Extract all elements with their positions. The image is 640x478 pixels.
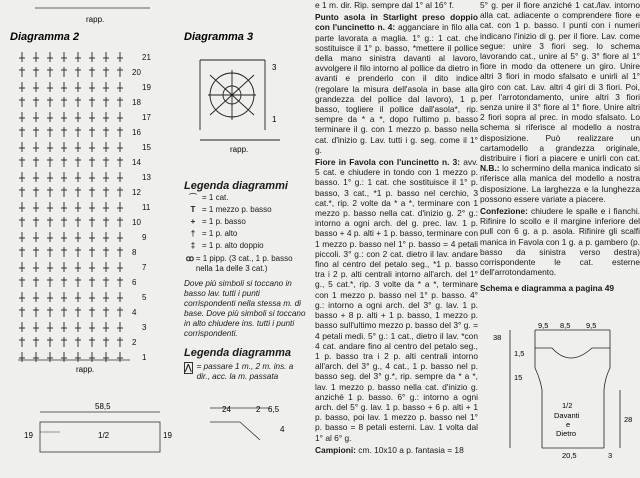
schema-reference: Schema e diagramma a pagina 49 [480,283,615,294]
svg-text:9,5: 9,5 [586,321,597,330]
legend-item: T = 1 mezzo p. basso [184,204,308,216]
svg-text:Dietro: Dietro [556,429,577,438]
d3-row-3: 3 [272,63,277,72]
row-number: 21 [142,53,151,62]
column-diagramma-2 [0,0,178,440]
svg-text:1,5: 1,5 [514,349,525,358]
row-number: 16 [132,128,141,137]
legend-note: Dove più simboli si toccano in basso lav. tutti i punti corrispondenti nella stessa m. di base. Dove più simboli si toccano in alto chiudere ins. tutti i punti corrispondenti. [184,279,306,338]
legend-item: † = 1 p. alto [184,228,308,240]
row-number: 10 [132,218,141,227]
row-number: 9 [142,233,147,242]
row-number: 3 [142,323,147,332]
diagram-2-chart [0,0,178,440]
d3-row-1: 1 [272,115,277,124]
row-number: 6 [132,278,137,287]
chain-icon: ⌒ [189,193,197,202]
svg-text:1/2: 1/2 [562,401,573,410]
row-number: 4 [132,308,137,317]
svg-text:8,5: 8,5 [560,321,571,330]
column-text-1 [315,0,479,455]
treble-crochet-icon: ‡ [190,241,196,250]
svg-text:Davanti: Davanti [554,411,580,420]
rapp-bottom-label: rapp. [76,365,95,374]
text-p1: e 1 m. dir. Rip. sempre dal 1° al 16° f. [315,0,454,10]
row-number: 1 [142,353,147,362]
svg-text:4: 4 [280,425,285,434]
legend2-item: ⋀ = passare 1 m., 2 m. ins. a dir., acc. la m. passata [185,362,294,381]
svg-text:2: 2 [256,405,261,414]
legend-item: ‡ = 1 p. alto doppio [184,240,308,252]
svg-text:24: 24 [222,405,231,414]
schema-front-back [480,318,640,478]
row-number: 12 [132,188,141,197]
svg-text:e: e [566,420,571,429]
picot-icon: ꝏ [185,254,194,263]
text-p2: Confezione: chiudere le spalle e i fianchi. Rifinire lo scollo e il margine inferiore del pull con 6 g. a p. asola. Rifinire gli scalfi manica in Favola con 1 g. a p. gambero (p. basso da sinistra verso destra) corrispondente le cat. esterne dell'arrotondamento. [480,206,640,278]
row-number: 5 [142,293,147,302]
diagram2-title: Diagramma 2 [10,31,80,43]
row-number: 8 [132,248,137,257]
row-number: 18 [132,98,141,107]
svg-text:3: 3 [608,451,613,460]
row-number: 13 [142,173,151,182]
schema-half: 1/2 [98,431,110,440]
row-number: 2 [132,338,137,347]
row-number: 17 [142,113,151,122]
legend2-title: Legenda diagramma [184,347,291,359]
text-p3: Fiore in Favola con l'uncinetto n. 3: avv. 5 cat. e chiudere in tondo con 1 mezzo p. basso. 1° g.: 1 cat. che sostituisce il 1° p. basso, 3 cat., *1 p. basso nel cerchio, 3 cat.*, rip. 2 volte da * a *, terminare con 1 mezzo p. basso nella cat. d'inizio g. 2° g.: intorno a ogni arch. del g. prec. lav. 1 p. basso + 4 p. alti + 1 p. basso, terminare con 1 mezzo p. basso nel 1° p. basso = 4 petali piccoli. 3° g.: con 2 cat. dietro il lav. andare fino al centro del petalo seg., *1 p. basso tra i 2 p. alti centrali intorno all'arch. del 1° g., 5 cat.*, rip. 3 volte da * a *, terminare con 1 mezzo p. basso nel 1° p. basso. 4° g.: intorno a ogni arch. del 3° g. lav. 1 p. basso + 8 p. alti + 1 p. basso, 1 mezzo p. basso sull'ultimo mezzo p. basso del 3° g. = 4 petali medi. 5° g.: 1 cat., dietro il lav. *con 4 cat. andare fino al centro del petalo seg., 1 p. basso tra i 2 p. alti centrali intorno all'arch. del 3° g., 4 cat., 1 p. basso nel p. basso seg. del 3° g.*, rip. sempre da * a *, lav. 1 mezzo p. basso nella cat. d'inizio g. anziché 1 p. basso. 6° g.: intorno a ogni arch. del 5° g. lav. 1 p. basso + 6 p. alti + 1 p. basso, poi lav. 1 mezzo p. basso nel 1° p. basso = 8 petali esterni. Lav. 1 volta dal 1° al 6° g. [315,157,478,443]
svg-text:15: 15 [514,373,523,382]
rapp-top-label: rapp. [86,15,105,24]
schema-sleeve [180,400,310,440]
text-p2: Punto asola in Starlight preso doppio con l'uncinetto n. 4: agganciare in filo alla parte lavorata a maglia. 1° g.: 1 cat. che sostituisce il 1° p. basso, *mettere il pollice della mano sinistra davanti al lavoro, avvolgere il filo intorno al pollice da dietro in avanti e prenderlo con il dito indice (regolare la misura dell'asola in base alla grandezza del pollice dal lavoro), 1 p. basso, togliere il pollice dall'asola*, rip. sempre da * a *, dopo l'ultimo p. basso terminare il g. con 1 mezzo p. basso nella cat. d'inizio g. Lav. tutti i g. seg. come il 1° g. [315,12,479,155]
row-number: 19 [142,83,151,92]
row-number: 11 [142,203,151,212]
single-crochet-icon: + [190,217,196,226]
text-p1: 5° g. per il fiore anziché 1 cat./lav. intorno alla cat. adiacente o comprendere fiore e cat. con 1 p. basso. I punti con i numeri indicano l'inizio di g. per il fiore. Lav. come segue: unire 3 fiori seg. lo schema lavorando cat., unire al 5° g. 3° fiore al 1° fiore in modo da ottenere un giro. Unire altri 3 fiori in modo sfalsato e unirli al 1° giro con cat. Lav. altri 4 giri di 3 fiori. Poi, per l'arrotondamento, unire altri 3 fiori senza unire il 3° fiore al 1° fiore. Unire altri 2 fiori sopra al prec. in modo sfalsato. Lo schema si riferisce al modello a nostra disposizione. Può realizzare un cartamodello a grandezza originale, distribuire i fiori a piacere e unirli con cat. N.B.: lo schermino della manica indicato si riferisce alla manica del modello a nostra disposizione. La larghezza e la lunghezza possono essere variate a piacere. [480,0,640,204]
column-diagramma-3 [180,0,310,440]
legend-item: ꝏ = 1 pipp. (3 cat., 1 p. basso nella 1a delle 3 cat.) [185,254,293,273]
schema-left: 19 [24,431,33,440]
diagram3-title: Diagramma 3 [184,31,254,43]
schema-width: 58,5 [95,402,111,411]
row-number: 7 [142,263,147,272]
decrease-icon: ⋀ [185,363,192,372]
d3-rapp: rapp. [230,145,249,154]
legend-title: Legenda diagrammi [184,180,288,192]
schema-right: 19 [163,431,172,440]
row-number: 20 [132,68,141,77]
double-crochet-icon: † [190,229,196,238]
diagram-3-chart [180,0,310,160]
text-p4: Campioni: cm. 10x10 a p. fantasia = 18 [315,444,464,455]
svg-text:6,5: 6,5 [268,405,280,414]
svg-text:20,5: 20,5 [562,451,577,460]
half-double-crochet-icon: T [190,205,196,214]
legend-item: ⌒ = 1 cat. [184,192,308,204]
column-text-2 [480,0,640,460]
legend-item: + = 1 p. basso [184,216,308,228]
svg-text:9,5: 9,5 [538,321,549,330]
svg-text:38: 38 [493,333,502,342]
row-number: 14 [132,158,141,167]
svg-text:28: 28 [624,415,633,424]
row-number: 15 [142,143,151,152]
